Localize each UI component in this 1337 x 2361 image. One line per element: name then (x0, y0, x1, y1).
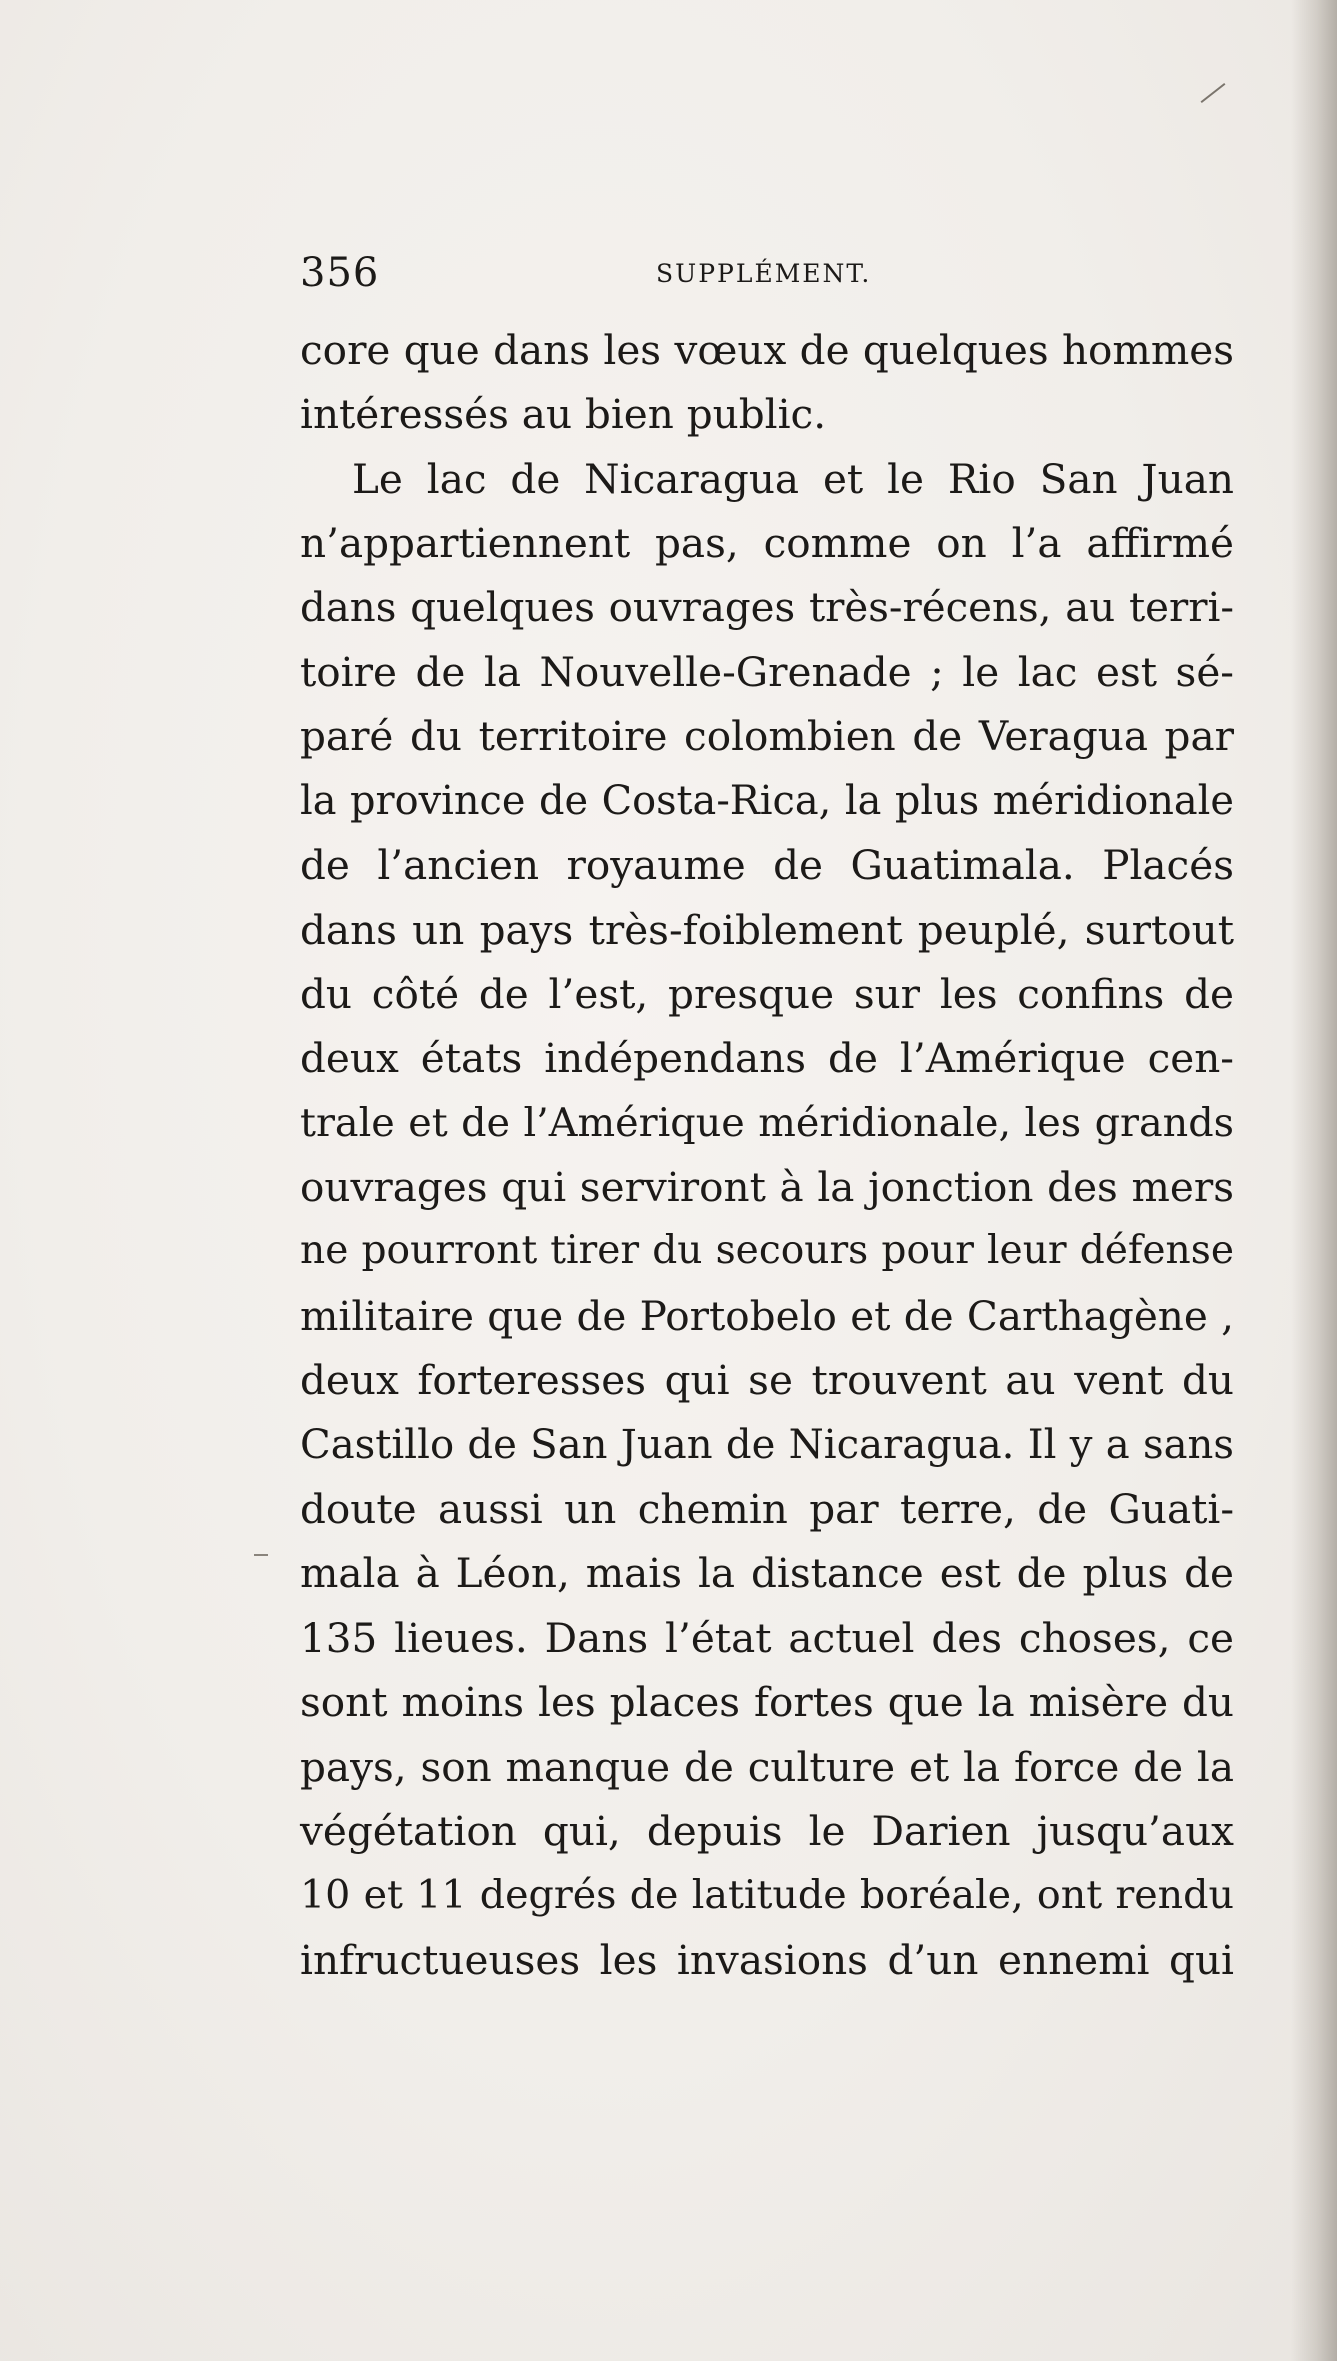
text-line: ouvrages qui serviront à la jonction des mers (300, 1163, 1234, 1212)
text-line: trale et de l’Amérique méridionale, les grands (300, 1099, 1234, 1146)
text-line: Castillo de San Juan de Nicaragua. Il y a sans (300, 1421, 1234, 1468)
text-line: core que dans les vœux de quelques hommes (300, 326, 1234, 374)
text-line: du côté de l’est, presque sur les confins de (300, 969, 1234, 1018)
text-line: 135 lieues. Dans l’état actuel des choses, ce (300, 1613, 1234, 1662)
text-line: mala à Léon, mais la distance est de plus de (300, 1549, 1234, 1598)
text-line: dans quelques ouvrages très-récens, au terri- (300, 583, 1234, 631)
text-line: infructueuses les invasions d’un ennemi qui (300, 1935, 1234, 1984)
margin-mark (254, 1554, 268, 1556)
pencil-mark (1201, 83, 1226, 103)
text-line: végétation qui, depuis le Darien jusqu’aux (300, 1806, 1234, 1855)
running-head (300, 248, 1230, 298)
page-number: 356 (300, 250, 380, 296)
text-line: pays, son manque de culture et la force de la (300, 1742, 1234, 1791)
text-line: toire de la Nouvelle-Grenade ; le lac est sé- (300, 647, 1234, 696)
text-line: sont moins les places fortes que la misère du (300, 1678, 1234, 1727)
running-title: SUPPLÉMENT. (656, 259, 872, 288)
text-line: Le lac de Nicaragua et le Rio San Juan (352, 454, 1234, 503)
text-line: ne pourront tirer du secours pour leur défense (300, 1228, 1234, 1274)
text-line: deux forteresses qui se trouvent au vent du (300, 1356, 1234, 1405)
body-text (300, 318, 1234, 1992)
text-line: dans un pays très-foiblement peuplé, surtout (300, 905, 1234, 954)
text-line: la province de Costa-Rica, la plus méridionale (300, 777, 1234, 824)
text-line: militaire que de Portobelo et de Carthagène , (300, 1291, 1234, 1340)
page-edge-shadow (1291, 0, 1337, 2361)
text-line: paré du territoire colombien de Veragua par (300, 712, 1234, 761)
text-line: deux états indépendans de l’Amérique cen- (300, 1034, 1234, 1083)
text-line: n’appartiennent pas, comme on l’a affirmé (300, 519, 1234, 568)
text-line: doute aussi un chemin par terre, de Guati- (300, 1485, 1234, 1534)
text-line: intéressés au bien public. (300, 390, 827, 439)
text-line: 10 et 11 degrés de latitude boréale, ont rendu (300, 1872, 1234, 1919)
text-line: de l’ancien royaume de Guatimala. Placés (300, 841, 1234, 890)
